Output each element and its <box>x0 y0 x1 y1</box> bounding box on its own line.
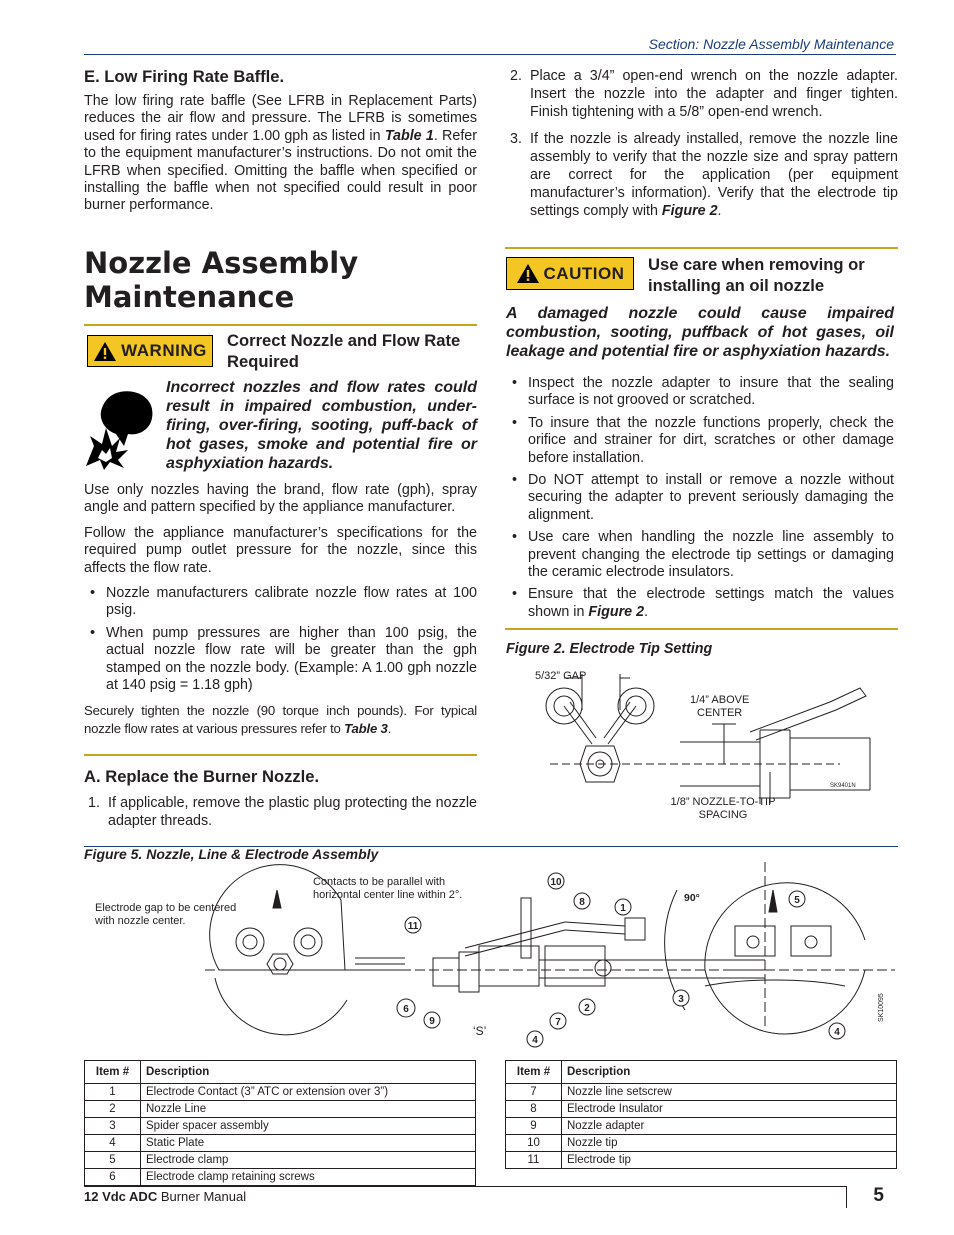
callout-10: 6 <box>403 1004 409 1015</box>
callout-4: 4 <box>532 1035 538 1046</box>
figure-5-rule <box>84 846 898 847</box>
section-rule <box>84 754 477 756</box>
item-number-cell: 2 <box>85 1101 141 1118</box>
figure-5-code: SK10095 <box>878 993 885 1022</box>
table-row <box>85 1101 476 1118</box>
nozzle-to-tip-label: 1/8” NOZZLE-TO-TIP SPACING <box>670 796 776 821</box>
gap-label: 5/32” GAP <box>535 670 587 682</box>
callout-6: 10 <box>550 877 562 888</box>
explosion-icon <box>84 388 156 470</box>
callout-3: 3 <box>678 994 684 1005</box>
list-item: • Use care when handling the nozzle line assembly to prevent changing the electrode tip settings or damaging the ceramic electrode insulators. <box>506 529 894 581</box>
list-item: • Inspect the nozzle adapter to insure that the sealing surface is not grooved or scratched. <box>506 375 894 410</box>
table-row <box>85 1118 476 1135</box>
callout-4-right: 4 <box>834 1027 840 1038</box>
warning-rule <box>84 324 477 326</box>
callout-9: 9 <box>429 1016 435 1027</box>
figure-5-callouts <box>395 870 855 1050</box>
figure-2-ref[interactable]: Figure 2 <box>588 603 645 620</box>
description-cell: Spider spacer assembly <box>141 1118 476 1135</box>
callout-8: 8 <box>579 897 585 908</box>
parts-table-right <box>505 1060 897 1169</box>
description-cell: Nozzle tip <box>562 1135 897 1152</box>
pump-pressure-paragraph: Follow the appliance manufacturer’s specifications for the required pump outlet pressure for the nozzle, since this affects the flow rate. <box>84 524 477 576</box>
table-row <box>506 1084 897 1101</box>
footer-manual-title: 12 Vdc ADC Burner Manual <box>84 1189 247 1204</box>
electrode-gap-note: Electrode gap to be centered with nozzle center. <box>95 902 237 927</box>
caution-badge: CAUTION <box>506 257 634 290</box>
header-rule <box>84 54 896 55</box>
item-number-cell: 7 <box>506 1084 562 1101</box>
list-item: • Do NOT attempt to install or remove a nozzle without securing the adapter to prevent seriously damaging the alignment. <box>506 472 894 524</box>
warning-triangle-icon <box>93 341 117 362</box>
contacts-parallel-note: Contacts to be parallel with horizontal center line within 2°. <box>313 876 463 901</box>
footer-divider <box>846 1186 847 1208</box>
page-number: 5 <box>873 1185 884 1206</box>
item-number-cell: 3 <box>85 1118 141 1135</box>
replace-steps-left <box>84 794 477 839</box>
item-number-cell: 5 <box>85 1152 141 1169</box>
replace-nozzle-heading: A. Replace the Burner Nozzle. <box>84 767 320 786</box>
caution-title: Use care when removing or installing an oil nozzle <box>648 255 865 295</box>
table-row <box>506 1135 897 1152</box>
caution-triangle-icon <box>516 263 540 284</box>
table-row <box>85 1152 476 1169</box>
replace-steps-right <box>506 67 898 229</box>
list-item: • When pump pressures are higher than 100 psig, the actual nozzle flow rate will be greater than the gph stamped on the nozzle body. (Example: A 1.00 gph nozzle at 140 psig = 1.18 gph) <box>84 625 477 695</box>
caution-text: A damaged nozzle could cause impaired combustion, sooting, puffback of hot gases, oil leakage and potential fire or asphyxiation hazards. <box>506 305 894 360</box>
table-row <box>85 1169 476 1186</box>
figure-2-ref[interactable]: Figure 2 <box>661 203 718 219</box>
list-item: 3. If the nozzle is already installed, remove the nozzle line assembly to verify that the nozzle size and spray pattern are correct for the application (per equipment manufacturer’s information). Verify that the electrode tip settings comply with Figure 2. <box>510 131 898 219</box>
table-3-ref[interactable]: Table 3 <box>344 720 388 736</box>
angle-label: 90° <box>684 892 700 904</box>
low-firing-baffle-heading: E. Low Firing Rate Baffle. <box>84 67 285 86</box>
item-number-cell: 1 <box>85 1084 141 1101</box>
section-header: Section: Nozzle Assembly Maintenance <box>648 36 894 52</box>
figure-5-caption: Figure 5. Nozzle, Line & Electrode Assembly <box>84 846 379 862</box>
tighten-nozzle-paragraph: Securely tighten the nozzle (90 torque inch pounds). For typical nozzle flow rates at various pressures refer to Table 3. <box>84 703 477 736</box>
item-number-cell: 11 <box>506 1152 562 1169</box>
column-header: Item # <box>85 1061 141 1084</box>
footer-rule <box>84 1186 846 1187</box>
description-cell: Nozzle adapter <box>562 1118 897 1135</box>
s-label: ‘S’ <box>473 1024 487 1038</box>
list-item: • Ensure that the electrode settings match the values shown in Figure 2. <box>506 586 894 621</box>
description-cell: Electrode clamp <box>141 1152 476 1169</box>
callout-11: 11 <box>407 921 419 932</box>
column-header: Item # <box>506 1061 562 1084</box>
figure-2-caption: Figure 2. Electrode Tip Setting <box>506 641 713 657</box>
item-number-cell: 10 <box>506 1135 562 1152</box>
table-row <box>85 1084 476 1101</box>
list-item: 1. If applicable, remove the plastic plug protecting the nozzle adapter threads. <box>88 795 477 829</box>
description-cell: Electrode Insulator <box>562 1101 897 1118</box>
left-column <box>84 66 477 215</box>
item-number-cell: 6 <box>85 1169 141 1186</box>
parts-table-left <box>84 1060 476 1186</box>
table-1-ref[interactable]: Table 1 <box>384 127 434 144</box>
callout-1: 1 <box>620 903 626 914</box>
description-cell: Static Plate <box>141 1135 476 1152</box>
table-row <box>85 1135 476 1152</box>
warning-title: Correct Nozzle and Flow Rate Required <box>227 331 461 371</box>
caution-rule <box>505 247 898 249</box>
page-title: Nozzle Assembly Maintenance <box>84 246 359 314</box>
table-row <box>506 1152 897 1169</box>
nozzle-brand-paragraph: Use only nozzles having the brand, flow rate (gph), spray angle and pattern specified by the appliance manufacturer. <box>84 482 477 516</box>
caution-end-rule <box>505 628 898 630</box>
callout-7: 7 <box>555 1017 561 1028</box>
figure-2-code: SK9401N <box>830 783 856 789</box>
column-header: Description <box>562 1061 897 1084</box>
list-item: 2. Place a 3/4” open-end wrench on the nozzle adapter. Insert the nozzle into the adapter and finger tighten. Finish tightening with a 5/8” open-end wrench. <box>510 68 898 120</box>
description-cell: Nozzle line setscrew <box>562 1084 897 1101</box>
flow-rate-bullets <box>84 585 477 694</box>
electrode-tip-drawing <box>530 672 900 822</box>
low-firing-baffle-text: The low firing rate baffle (See LFRB in Replacement Parts) reduces the air flow and pressure. The LFRB is sometimes used for firing rates under 1.00 gph as listed in Table 1. Refer to the equipment manufacturer’s instructions. Do not omit the LFRB when specified. Omitting the baffle when specified or installing the baffle when not specified could result in poor burner performance. <box>84 93 478 214</box>
description-cell: Electrode clamp retaining screws <box>141 1169 476 1186</box>
description-cell: Electrode tip <box>562 1152 897 1169</box>
callout-5: 5 <box>794 895 800 906</box>
item-number-cell: 9 <box>506 1118 562 1135</box>
description-cell: Electrode Contact (3” ATC or extension over 3”) <box>141 1084 476 1101</box>
item-number-cell: 8 <box>506 1101 562 1118</box>
table-row <box>506 1118 897 1135</box>
list-item: • Nozzle manufacturers calibrate nozzle flow rates at 100 psig. <box>84 585 477 620</box>
above-center-label: 1/4” ABOVE CENTER <box>690 694 750 719</box>
warning-text: Incorrect nozzles and flow rates could result in impaired combustion, under-firing, over-firing, sooting, puff-back of hot gases, smoke and potential fire or asphyxiation hazards. <box>166 379 477 472</box>
list-item: • To insure that the nozzle functions properly, check the orifice and strainer for dirt, scratches or other damage before installation. <box>506 415 894 467</box>
callout-2: 2 <box>584 1003 590 1014</box>
warning-badge: WARNING <box>87 335 213 367</box>
nozzle-care-bullets <box>506 375 894 626</box>
column-header: Description <box>141 1061 476 1084</box>
table-row <box>506 1101 897 1118</box>
description-cell: Nozzle Line <box>141 1101 476 1118</box>
item-number-cell: 4 <box>85 1135 141 1152</box>
